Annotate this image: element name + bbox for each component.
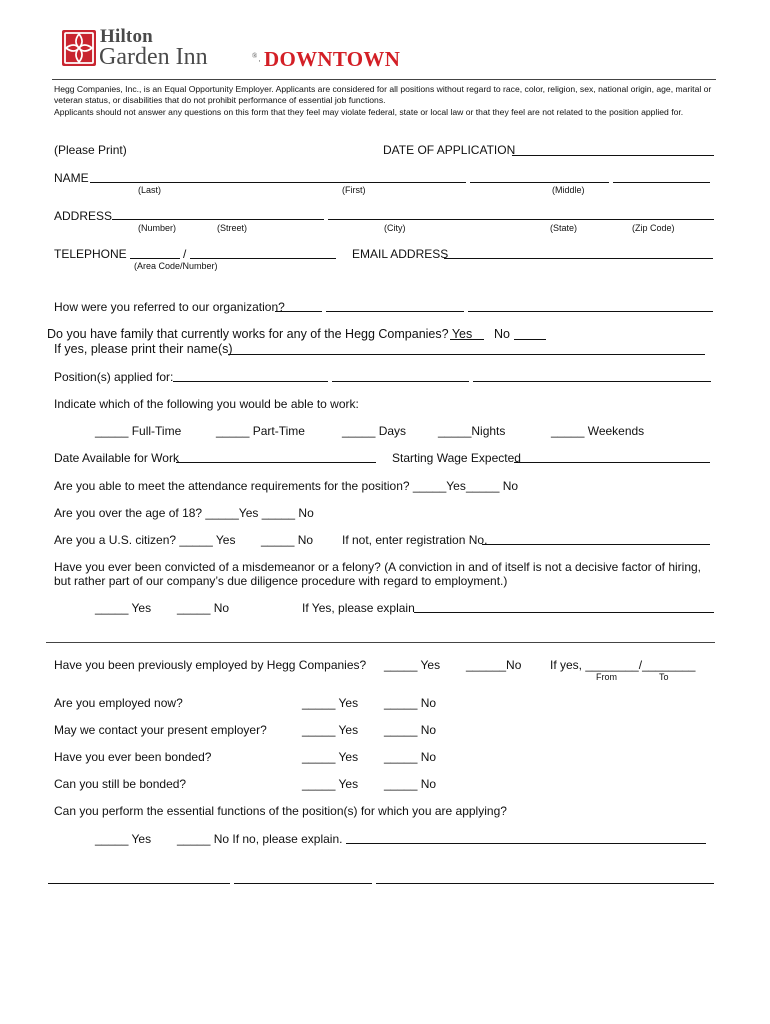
essential-functions-yes-option[interactable]: _____ Yes: [95, 832, 152, 846]
essential-functions-no-option[interactable]: _____ No If no, please explain.: [177, 832, 343, 846]
name-sub-first: (First): [342, 185, 366, 195]
previous-employment-dates[interactable]: If yes, ________/________: [550, 658, 696, 672]
employed-now-no-option[interactable]: _____ No: [384, 696, 437, 710]
referral-field-1[interactable]: [275, 311, 322, 312]
age-question: Are you over the age of 18? _____Yes _____ No: [54, 506, 314, 520]
conviction-question: Have you ever been convicted of a misdemeanor or a felony? (A conviction in and of itself is not a decisive factor of hiring, but rather part of our company’s due diligence procedure with regard to employment.): [54, 560, 702, 588]
date-available-label: Date Available for Work: [54, 451, 179, 465]
referral-question: How were you referred to our organization?: [54, 300, 285, 314]
name-sub-middle: (Middle): [552, 185, 585, 195]
date-of-application-label: DATE OF APPLICATION: [383, 143, 516, 157]
employed-now-yes-option[interactable]: _____ Yes: [302, 696, 359, 710]
address-street-field[interactable]: [112, 219, 324, 220]
email-address-field[interactable]: [444, 258, 713, 259]
previous-employment-yes-option[interactable]: _____ Yes: [384, 658, 441, 672]
bonded-yes-option[interactable]: _____ Yes: [302, 750, 359, 764]
starting-wage-label: Starting Wage Expected: [392, 451, 521, 465]
nights-option[interactable]: _____Nights: [438, 424, 506, 438]
positions-applied-label: Position(s) applied for:: [54, 370, 174, 384]
telephone-slash: /: [183, 247, 187, 261]
date-of-application-field[interactable]: [512, 155, 714, 156]
family-names-label: If yes, please print their name(s): [54, 342, 233, 356]
family-names-field[interactable]: [228, 354, 705, 355]
last-name-field[interactable]: [90, 182, 466, 183]
referral-field-3[interactable]: [468, 311, 713, 312]
still-bonded-question: Can you still be bonded?: [54, 777, 187, 791]
conviction-no-option[interactable]: _____ No: [177, 601, 230, 615]
section-divider: [46, 642, 715, 643]
telephone-sub: (Area Code/Number): [134, 261, 218, 271]
attendance-question: Are you able to meet the attendance requirements for the position? _____Yes: [54, 479, 466, 493]
explain-line-1[interactable]: [48, 883, 230, 884]
previous-employment-question: Have you been previously employed by Hegg Companies?: [54, 658, 367, 672]
address-sub-number: (Number): [138, 223, 177, 233]
essential-explain-field[interactable]: [346, 843, 706, 844]
address-sub-state: (State): [550, 223, 578, 233]
address-sub-street: (Street): [217, 223, 248, 233]
explain-line-3[interactable]: [376, 883, 714, 884]
position-field-1[interactable]: [173, 381, 328, 382]
address-city-state-zip-field[interactable]: [328, 219, 714, 220]
days-option[interactable]: _____ Days: [342, 424, 407, 438]
employed-now-question: Are you employed now?: [54, 696, 183, 710]
name-label: NAME: [54, 171, 89, 185]
registration-field[interactable]: [482, 544, 710, 545]
explain-line-2[interactable]: [234, 883, 372, 884]
hilton-garden-inn-logo-icon: [62, 30, 96, 66]
brand-location: DOWNTOWN: [264, 47, 401, 71]
brand-registered-mark: ®: [252, 52, 258, 60]
first-name-field[interactable]: [470, 182, 609, 183]
telephone-label: TELEPHONE: [54, 247, 127, 261]
conviction-yes-option[interactable]: _____ Yes: [95, 601, 152, 615]
name-sub-last: (Last): [138, 185, 162, 195]
citizen-question: Are you a U.S. citizen? _____ Yes: [54, 533, 236, 547]
registration-label: If not, enter registration No.: [342, 533, 488, 547]
contact-employer-no-option[interactable]: _____ No: [384, 723, 437, 737]
starting-wage-field[interactable]: [514, 462, 710, 463]
work-availability-prompt: Indicate which of the following you would be able to work:: [54, 397, 359, 411]
bonded-question: Have you ever been bonded?: [54, 750, 212, 764]
please-print-label: (Please Print): [54, 143, 127, 157]
applicant-disclaimer: Applicants should not answer any questions on this form that they feel may violate federal, state or local law or that they feel are not related to the position applied for.: [54, 107, 684, 117]
conviction-explain-field[interactable]: [414, 612, 714, 613]
address-sub-city: (City): [384, 223, 406, 233]
address-label: ADDRESS: [54, 209, 113, 223]
family-no-label: No: [494, 327, 510, 341]
telephone-number-field[interactable]: [190, 258, 336, 259]
family-no-field[interactable]: [514, 339, 546, 340]
part-time-option[interactable]: _____ Part-Time: [216, 424, 305, 438]
conviction-explain-label: If Yes, please explain: [302, 601, 415, 615]
dates-to-label: To: [659, 672, 669, 682]
header-divider: [52, 79, 716, 80]
eeo-disclaimer: Hegg Companies, Inc., is an Equal Opportunity Employer. Applicants are considered for all positions without regard to race, color, religion, sex, national origin, age, marital or veteran status, or disabilities that do not prohibit performance of essential job functions.: [54, 84, 712, 106]
address-sub-zip: (Zip Code): [632, 223, 675, 233]
referral-field-2[interactable]: [326, 311, 464, 312]
contact-employer-question: May we contact your present employer?: [54, 723, 267, 737]
brand-hilton: Hilton: [100, 26, 153, 47]
citizen-no-option[interactable]: _____ No: [261, 533, 314, 547]
date-available-field[interactable]: [176, 462, 376, 463]
email-address-label: EMAIL ADDRESS: [352, 247, 449, 261]
brand-separator: ·: [258, 56, 261, 66]
area-code-field[interactable]: [130, 258, 180, 259]
family-yes-field[interactable]: [450, 339, 484, 340]
weekends-option[interactable]: _____ Weekends: [551, 424, 645, 438]
bonded-no-option[interactable]: _____ No: [384, 750, 437, 764]
still-bonded-no-option[interactable]: _____ No: [384, 777, 437, 791]
middle-name-field[interactable]: [613, 182, 710, 183]
position-field-2[interactable]: [332, 381, 469, 382]
attendance-no-option[interactable]: _____ No: [466, 479, 519, 493]
brand-garden-inn: Garden Inn: [99, 44, 208, 70]
dates-from-label: From: [596, 672, 617, 682]
full-time-option[interactable]: _____ Full-Time: [95, 424, 182, 438]
essential-functions-question: Can you perform the essential functions of the position(s) for which you are applying?: [54, 804, 507, 818]
contact-employer-yes-option[interactable]: _____ Yes: [302, 723, 359, 737]
previous-employment-no-option[interactable]: ______No: [466, 658, 522, 672]
still-bonded-yes-option[interactable]: _____ Yes: [302, 777, 359, 791]
family-question: Do you have family that currently works for any of the Hegg Companies? Yes: [47, 327, 473, 341]
position-field-3[interactable]: [473, 381, 711, 382]
